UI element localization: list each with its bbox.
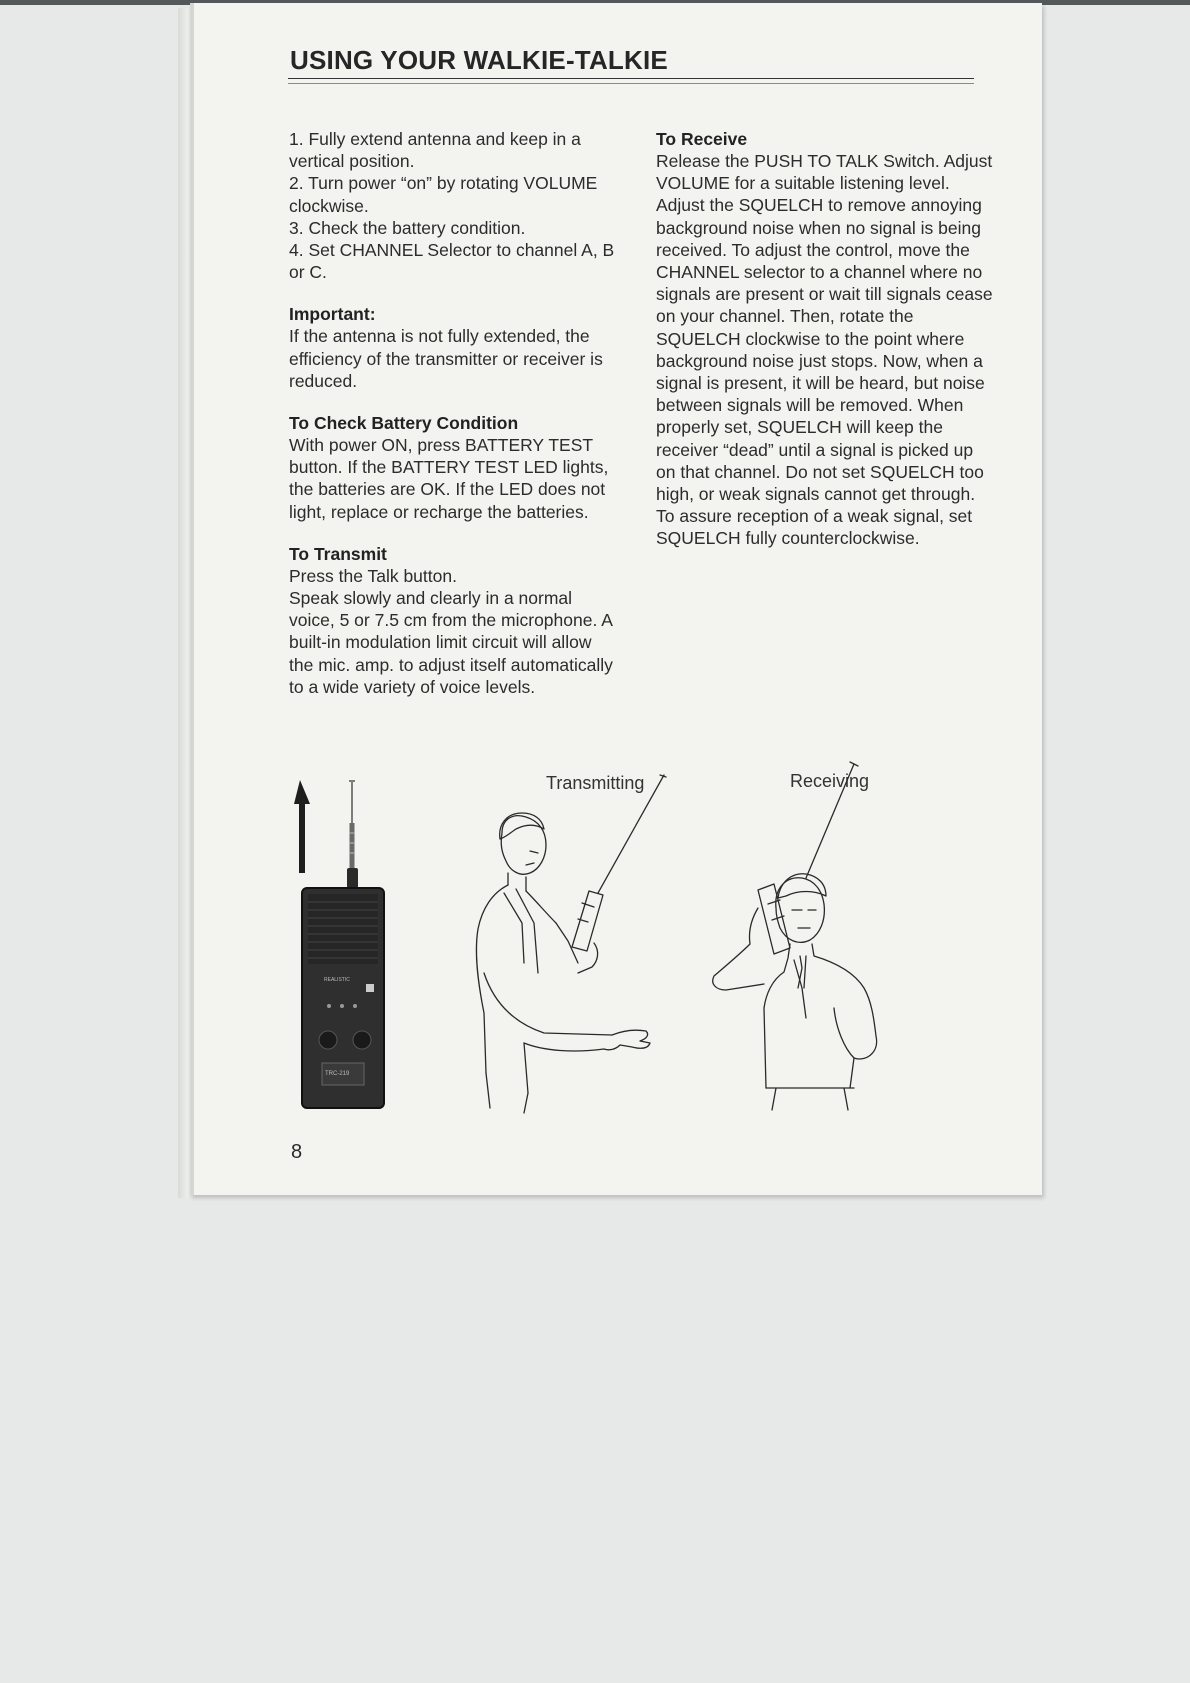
manual-page	[190, 3, 1042, 1195]
device-model: TRC-219	[325, 1071, 350, 1077]
device-brand: REALISTIC	[324, 977, 350, 983]
walkie-talkie-illustration	[294, 778, 404, 1123]
battery-text: With power ON, press BATTERY TEST button. If the BATTERY TEST LED lights, the batteries are OK. If the LED does not light, replace or recharge the batteries.	[289, 435, 609, 522]
receive-heading: To Receive	[656, 129, 748, 149]
battery-heading: To Check Battery Condition	[289, 413, 519, 434]
receive-text-2: Adjust the SQUELCH to remove annoying background noise when no signal is being received. To adjust the control, move the CHANNEL selector to a channel where no signals are present or wait till signals cease on your channel. Then, rotate the SQUELCH clockwise to the point where background noise just stops. Now, when a signal is present, it will be heard, but noise between signals will be removed. When properly set, SQUELCH will keep the receiver “dead” until a signal is picked up on that channel. Do not set SQUELCH too high, or weak signals cannot get through. To assure reception of a weak signal, set SQUELCH fully counterclockwise.	[656, 195, 993, 549]
receiving-label: Receiving	[790, 771, 870, 791]
important-text: If the antenna is not fully extended, the efficiency of the transmitter or receiver is reduced.	[289, 326, 603, 391]
page-title: USING YOUR WALKIE-TALKIE	[290, 45, 668, 75]
transmitting-person-illustration	[464, 773, 694, 1118]
page-binding-edge	[178, 8, 188, 1198]
page-number: 8	[291, 1141, 303, 1163]
right-column	[656, 128, 996, 550]
transmitting-label: Transmitting	[546, 773, 645, 793]
title-rule-thin	[288, 83, 974, 84]
transmit-heading: To Transmit	[289, 543, 387, 564]
transmit-text: Speak slowly and clearly in a normal voice, 5 or 7.5 cm from the microphone. A built-in modulation limit circuit will allow the mic. amp. to adjust itself automatically to a wide variety of voice levels.	[289, 588, 613, 697]
step-2: 2. Turn power “on” by rotating VOLUME clockwise.	[289, 173, 598, 216]
title-rule	[288, 78, 974, 79]
step-3: 3. Check the battery condition.	[289, 217, 526, 238]
extend-arrow-icon	[294, 780, 310, 873]
important-heading: Important:	[289, 304, 376, 325]
transmit-line: Press the Talk button.	[289, 565, 457, 586]
receiving-person-illustration	[694, 758, 934, 1118]
step-4: 4. Set CHANNEL Selector to channel A, B or C.	[289, 240, 615, 283]
left-column	[289, 128, 619, 698]
receive-text-1: Release the PUSH TO TALK Switch. Adjust VOLUME for a suitable listening level.	[656, 151, 993, 194]
step-1: 1. Fully extend antenna and keep in a vertical position.	[289, 129, 581, 172]
